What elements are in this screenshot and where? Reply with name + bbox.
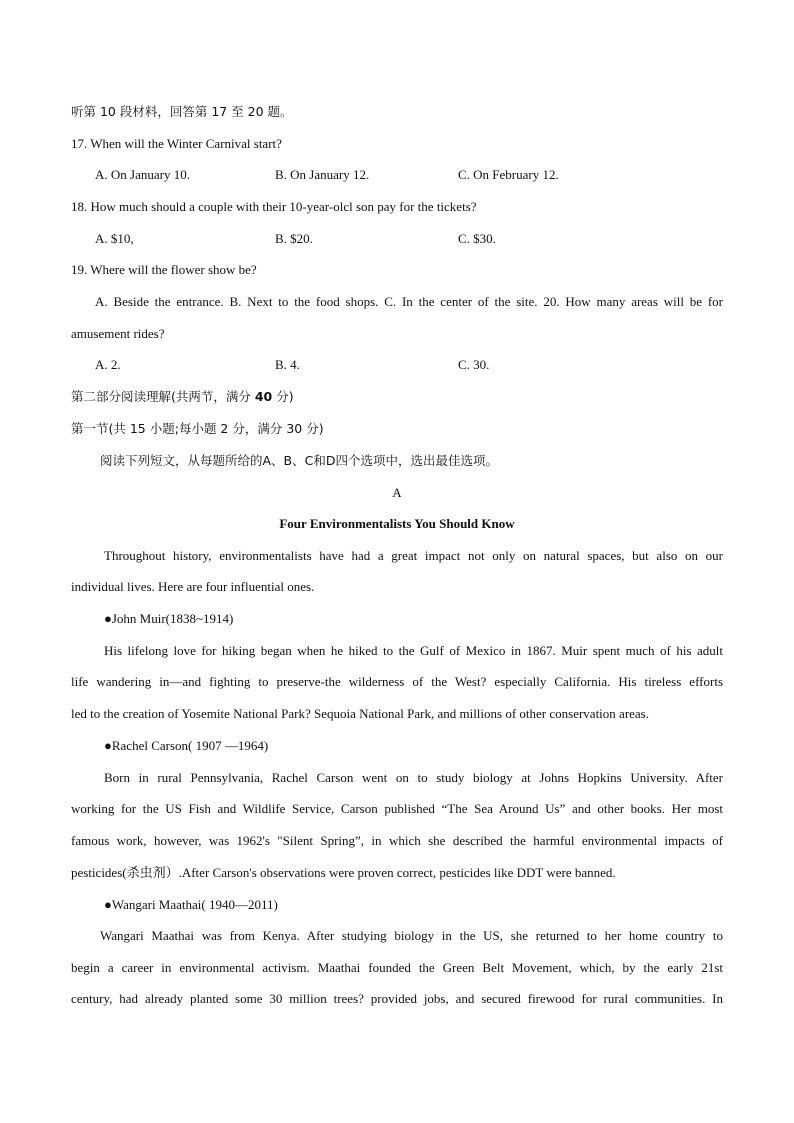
reading-instructions: 阅读下列短文，从每题所给的A、B、C和D四个选项中，选出最佳选项。 [100, 453, 498, 468]
question-20-stem-continued: amusement rides? [71, 326, 165, 341]
question-17-option-b: B. On January 12. [275, 167, 370, 182]
maathai-heading: ●Wangari Maathai( 1940—2011) [104, 897, 278, 912]
muir-heading: ●John Muir(1838~1914) [104, 611, 234, 626]
question-20-option-a: A. 2. [95, 357, 121, 372]
maathai-line-1: Wangari Maathai was from Kenya. After studying biology in the US, she returned to her home country to [100, 928, 723, 943]
question-20-option-c: C. 30. [458, 357, 490, 372]
listening-header: 听第 10 段材料，回答第 17 至 20 题。 [71, 104, 293, 119]
question-17-option-a: A. On January 10. [95, 167, 190, 182]
question-18-option-c: C. $30. [458, 231, 496, 246]
maathai-line-2: begin a career in environmental activism. Maathai founded the Green Belt Movement, which, by the early 21st [71, 960, 723, 975]
section-1-heading: 第一节(共 15 小题;每小题 2 分，满分 30 分) [71, 421, 324, 436]
question-20-option-b: B. 4. [275, 357, 300, 372]
question-17-option-c: C. On February 12. [458, 167, 559, 182]
maathai-line-3: century, had already planted some 30 million trees? provided jobs, and secured firewood for rural communities. In [71, 991, 723, 1006]
intro-line-1: Throughout history, environmentalists have had a great impact not only on natural spaces, but also on our [104, 548, 723, 563]
passage-title: Four Environmentalists You Should Know [279, 516, 515, 531]
carson-line-1: Born in rural Pennsylvania, Rachel Carson went on to study biology at Johns Hopkins University. After [104, 770, 723, 785]
part-2-heading-pre: 第二部分阅读理解(共两节，满分 [71, 389, 255, 404]
carson-line-3: famous work, however, was 1962's "Silent Spring”, in which she described the harmful environmental impacts of [71, 833, 723, 848]
part-2-score: 40 [254, 389, 273, 404]
question-17-stem: 17. When will the Winter Carnival start? [71, 136, 282, 151]
intro-line-2: individual lives. Here are four influential ones. [71, 579, 315, 594]
question-19-options: A. Beside the entrance. B. Next to the food shops. C. In the center of the site. 20. How many areas will be for [95, 294, 723, 309]
muir-line-1: His lifelong love for hiking began when he hiked to the Gulf of Mexico in 1867. Muir spent much of his adult [104, 643, 723, 658]
passage-letter: A [392, 485, 402, 500]
carson-heading: ●Rachel Carson( 1907 —1964) [104, 738, 269, 753]
question-18-stem: 18. How much should a couple with their 10-year-olcl son pay for the tickets? [71, 199, 477, 214]
question-18-option-b: B. $20. [275, 231, 313, 246]
muir-line-2: life wandering in—and fighting to preserve-the wilderness of the West? especially California. His tireless efforts [71, 674, 723, 689]
question-18-option-a: A. $10, [95, 231, 134, 246]
muir-line-3: led to the creation of Yosemite National Park? Sequoia National Park, and millions of other conservation areas. [71, 706, 649, 721]
question-19-stem: 19. Where will the flower show be? [71, 262, 257, 277]
part-2-heading-post: 分) [272, 389, 294, 404]
carson-line-2: working for the US Fish and Wildlife Service, Carson published “The Sea Around Us” and other books. Her most [71, 801, 723, 816]
carson-line-4: pesticides(杀虫剂）.After Carson's observations were proven correct, pesticides like DDT were banned. [71, 865, 616, 880]
part-2-heading [71, 388, 723, 406]
